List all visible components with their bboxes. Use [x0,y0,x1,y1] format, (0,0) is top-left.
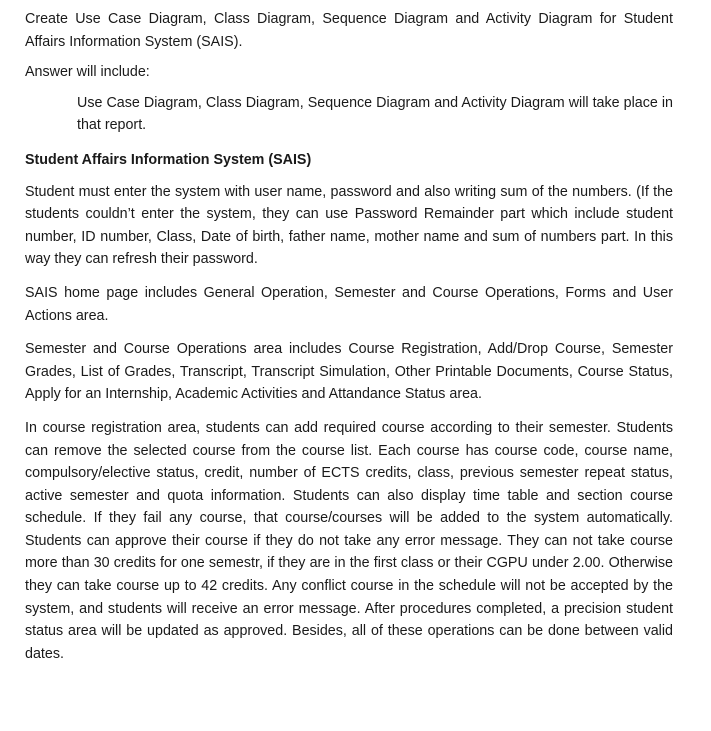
home-page-paragraph: SAIS home page includes General Operation, Semester and Course Operations, Forms and User Actions area. [25,284,673,324]
section-heading: Student Affairs Information System (SAIS) [25,151,312,168]
course-registration-paragraph: In course registration area, students can add required course according to their semester. Students can remove the selected course from the course list. Each course has course code, course name, compulsory/elective status, credit, number of ECTS credits, class, previous semester repeat status, active semester and quota information. Students can also display time table and section course schedule. If they fail any course, that course/courses will be added to the system automatically. Students can approve their course if they do not take any error message. They can not take course more than 30 credits for one semestr, if they are in the first class or their CGPU under 2.00. Otherwise they can take course up to 42 credits. Any conflict course in the schedule will not be accepted by the system, and students will receive an error message. After procedures completed, a precision student status area will be updated as approved. Besides, all of these operations can be done between valid dates. [25,419,673,662]
login-paragraph: Student must enter the system with user name, password and also writing sum of the numbers. (If the students couldn’t enter the system, they can use Password Remainder part which include student number, ID number, Class, Date of birth, father name, mother name and sum of numbers part. In this way they can refresh their password. [25,183,673,268]
intro-paragraph: Create Use Case Diagram, Class Diagram, Sequence Diagram and Activity Diagram for Student Affairs Information System (SAIS). [25,11,673,50]
answer-detail: Use Case Diagram, Class Diagram, Sequence Diagram and Activity Diagram will take place in that report. [77,94,673,134]
semester-operations-paragraph: Semester and Course Operations area includes Course Registration, Add/Drop Course, Semester Grades, List of Grades, Transcript, Transcript Simulation, Other Printable Documents, Course Status, Apply for an Internship, Academic Activities and Attandance Status area. [25,341,673,403]
answer-label: Answer will include: [25,64,150,81]
